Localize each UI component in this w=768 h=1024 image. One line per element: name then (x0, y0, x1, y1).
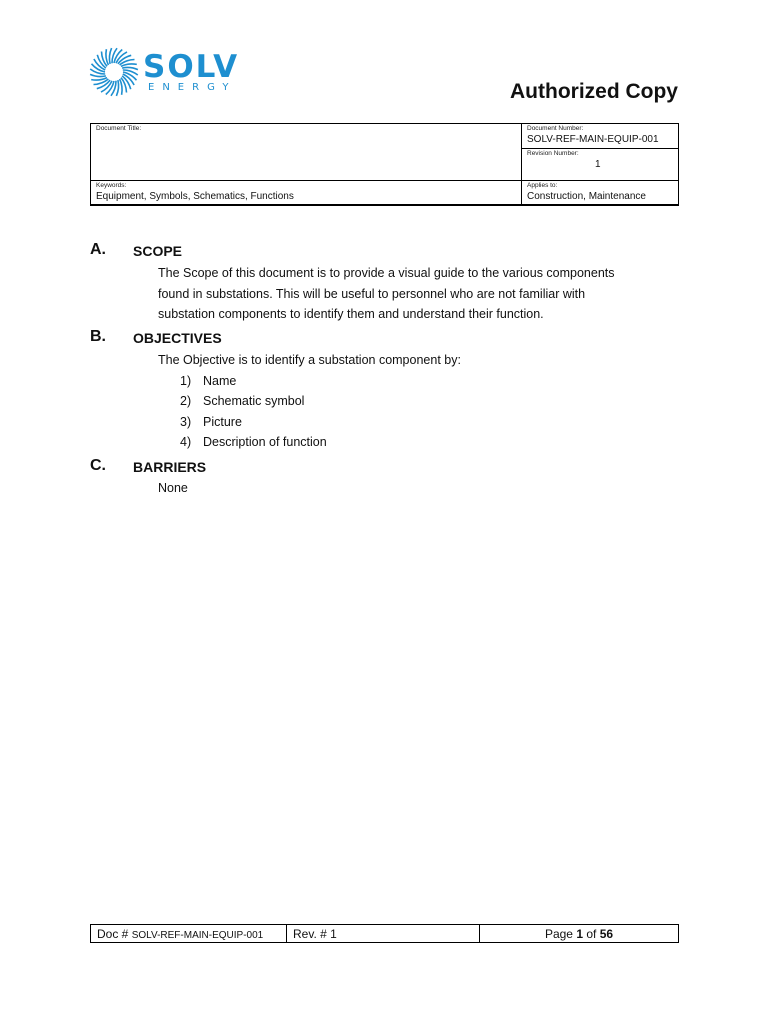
footer-doc-number: Doc # SOLV-REF-MAIN-EQUIP-001 (91, 925, 287, 943)
keywords-value: Equipment, Symbols, Schematics, Functions (96, 191, 294, 202)
scope-line: The Scope of this document is to provide a visual guide to the various components (158, 266, 615, 280)
sun-ray (106, 49, 108, 65)
sun-ray (91, 78, 107, 80)
solv-energy-logo (88, 46, 258, 102)
page-footer-table (90, 924, 679, 943)
sun-ray (120, 79, 122, 95)
authorized-copy-label: Authorized Copy (510, 80, 678, 103)
keywords-cell (91, 181, 522, 206)
section-letter: C. (90, 457, 106, 474)
list-item: 2) Schematic symbol (180, 394, 305, 409)
list-item: 3) Picture (180, 414, 242, 429)
footer-page-number: Page 1 of 56 (480, 925, 679, 943)
scope-paragraph (158, 263, 678, 325)
section-title: BARRIERS (133, 459, 207, 475)
barriers-text: None (158, 481, 188, 495)
revision-number-value: 1 (595, 159, 601, 171)
keywords-label: Keywords: (96, 182, 127, 189)
section-letter: A. (90, 241, 106, 258)
list-item: 4) Description of function (180, 434, 327, 449)
sun-burst-icon (88, 46, 140, 98)
applies-to-cell (522, 181, 679, 206)
sun-ray (121, 64, 137, 66)
document-title-cell (91, 124, 522, 181)
logo-wordmark: SOLV (143, 49, 240, 85)
document-title-label: Document Title: (96, 125, 142, 132)
scope-line: found in substations. This will be useful to personnel who are not familiar with (158, 286, 586, 301)
objectives-intro: The Objective is to identify a substation component by: (158, 353, 461, 367)
applies-to-value: Construction, Maintenance (527, 191, 646, 202)
revision-number-label: Revision Number: (527, 150, 579, 158)
scope-line: substation components to identify them and understand their function. (158, 307, 544, 321)
document-number-cell (522, 124, 679, 149)
footer-revision: Rev. # 1 (287, 925, 480, 943)
applies-to-label: Applies to: (527, 182, 558, 189)
section-letter: B. (90, 328, 106, 345)
revision-number-cell (522, 149, 679, 181)
document-number-label: Document Number: (527, 125, 584, 132)
document-header-table (90, 123, 679, 206)
list-item: 1) Name (180, 374, 237, 388)
section-title: OBJECTIVES (133, 330, 222, 346)
objectives-list (180, 371, 327, 452)
section-title: SCOPE (133, 243, 183, 259)
document-number-value: SOLV-REF-MAIN-EQUIP-001 (527, 134, 659, 145)
logo-subword: ENERGY (148, 82, 237, 93)
